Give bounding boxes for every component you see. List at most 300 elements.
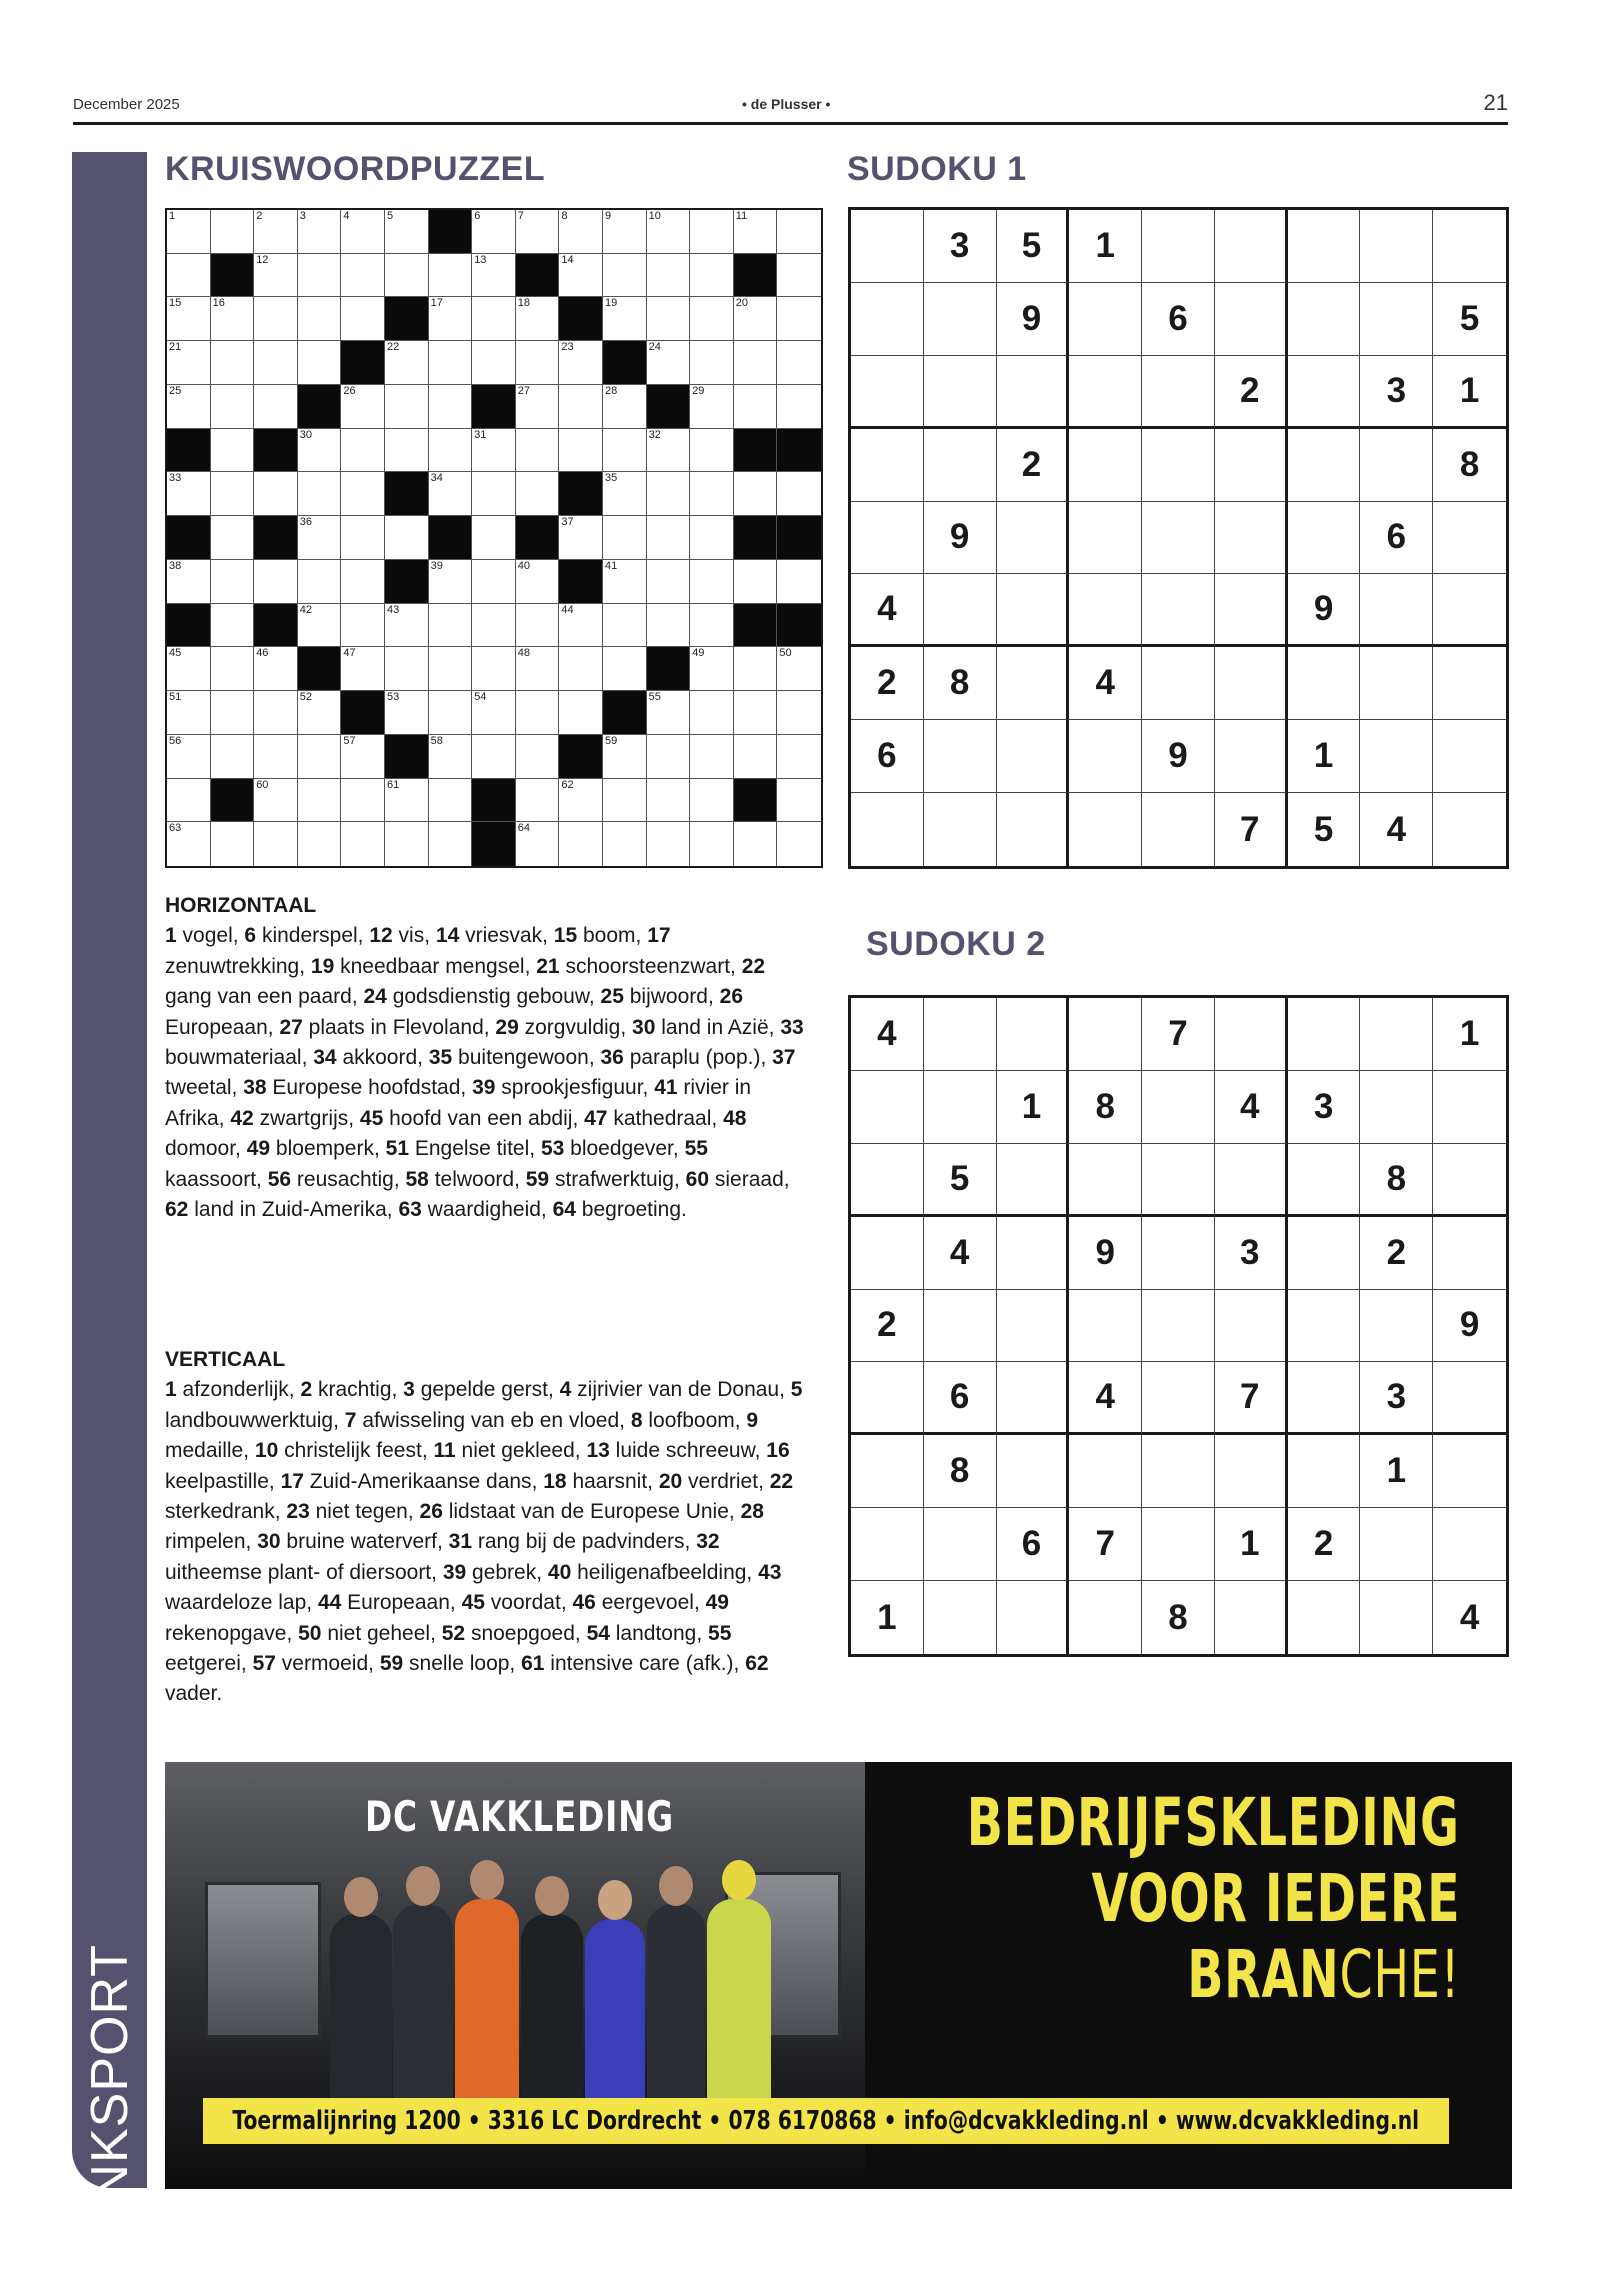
sudoku2-cell[interactable] (1215, 1290, 1288, 1363)
crossword-cell[interactable] (690, 341, 734, 385)
crossword-cell[interactable] (603, 604, 647, 648)
crossword-cell[interactable] (647, 210, 691, 254)
sudoku1-cell[interactable] (1433, 720, 1506, 793)
sudoku1-cell[interactable] (1142, 793, 1215, 866)
sudoku1-cell[interactable] (997, 356, 1070, 429)
crossword-cell[interactable] (603, 735, 647, 779)
sudoku2-cell[interactable] (1142, 1290, 1215, 1363)
sudoku2-cell[interactable] (924, 998, 997, 1071)
crossword-cell[interactable] (647, 735, 691, 779)
crossword-cell[interactable] (298, 210, 342, 254)
sudoku1-cell[interactable] (997, 574, 1070, 647)
crossword-cell[interactable] (734, 560, 778, 604)
sudoku2-cell[interactable] (924, 1508, 997, 1581)
sudoku1-cell[interactable] (1360, 283, 1433, 356)
sudoku1-cell[interactable] (1215, 574, 1288, 647)
crossword-cell[interactable] (341, 735, 385, 779)
crossword-cell[interactable] (429, 822, 473, 866)
crossword-cell[interactable] (429, 385, 473, 429)
crossword-cell[interactable] (516, 472, 560, 516)
sudoku1-cell[interactable] (1142, 574, 1215, 647)
sudoku1-cell[interactable] (1215, 720, 1288, 793)
sudoku2-cell[interactable] (851, 1217, 924, 1290)
sudoku1-cell[interactable] (1142, 429, 1215, 502)
crossword-cell[interactable] (559, 210, 603, 254)
crossword-cell[interactable] (254, 210, 298, 254)
sudoku1-cell[interactable] (997, 647, 1070, 720)
crossword-cell[interactable] (472, 429, 516, 473)
sudoku1-cell[interactable] (1215, 647, 1288, 720)
crossword-cell[interactable] (211, 210, 255, 254)
crossword-cell[interactable] (472, 210, 516, 254)
crossword-cell[interactable] (254, 297, 298, 341)
crossword-cell[interactable] (559, 341, 603, 385)
sudoku2-cell[interactable] (1069, 1144, 1142, 1217)
crossword-cell[interactable] (777, 691, 821, 735)
crossword-cell[interactable] (472, 341, 516, 385)
sudoku1-cell[interactable] (1288, 210, 1361, 283)
sudoku1-cell[interactable] (1360, 574, 1433, 647)
sudoku2-cell[interactable] (997, 998, 1070, 1071)
sudoku2-cell[interactable] (1069, 1435, 1142, 1508)
crossword-cell[interactable] (341, 385, 385, 429)
crossword-cell[interactable] (603, 254, 647, 298)
sudoku2-cell[interactable] (997, 1217, 1070, 1290)
crossword-cell[interactable] (341, 297, 385, 341)
crossword-cell[interactable] (777, 822, 821, 866)
clue-number: 41 (654, 1076, 678, 1100)
advertisement-banner[interactable] (165, 1762, 1512, 2189)
crossword-cell[interactable] (559, 385, 603, 429)
sudoku1-cell[interactable] (851, 429, 924, 502)
crossword-cell[interactable] (690, 822, 734, 866)
crossword-cell[interactable] (516, 822, 560, 866)
crossword-cell[interactable] (603, 297, 647, 341)
crossword-cell[interactable] (254, 822, 298, 866)
crossword-cell[interactable] (429, 779, 473, 823)
crossword-cell[interactable] (385, 385, 429, 429)
crossword-cell[interactable] (603, 385, 647, 429)
crossword-cell[interactable] (734, 297, 778, 341)
crossword-cell[interactable] (603, 210, 647, 254)
sudoku2-cell[interactable] (997, 1581, 1070, 1654)
sudoku2-cell[interactable] (1069, 998, 1142, 1071)
crossword-cell[interactable] (647, 516, 691, 560)
sudoku1-cell[interactable] (1288, 356, 1361, 429)
crossword-cell[interactable] (777, 735, 821, 779)
crossword-cell[interactable] (690, 297, 734, 341)
sudoku1-cell[interactable] (851, 793, 924, 866)
crossword-cell[interactable] (254, 385, 298, 429)
crossword-cell[interactable] (298, 779, 342, 823)
crossword-cell[interactable] (167, 254, 211, 298)
crossword-cell[interactable] (647, 341, 691, 385)
crossword-cell[interactable] (429, 647, 473, 691)
crossword-cell[interactable] (341, 429, 385, 473)
sudoku2-cell[interactable] (1215, 1581, 1288, 1654)
crossword-cell[interactable] (559, 429, 603, 473)
sudoku1-cell[interactable] (1069, 574, 1142, 647)
sudoku2-cell[interactable] (1433, 1144, 1506, 1217)
crossword-cell[interactable] (603, 822, 647, 866)
sudoku2-cell[interactable] (1142, 1508, 1215, 1581)
sudoku1-cell[interactable] (997, 793, 1070, 866)
crossword-cell[interactable] (516, 297, 560, 341)
sudoku2-cell[interactable] (1142, 1362, 1215, 1435)
crossword-cell[interactable] (777, 210, 821, 254)
crossword-cell[interactable] (429, 560, 473, 604)
sudoku2-cell[interactable] (1360, 1290, 1433, 1363)
sudoku2-cell[interactable] (1288, 1435, 1361, 1508)
sudoku1-cell[interactable] (1142, 356, 1215, 429)
sudoku2-cell[interactable] (924, 1071, 997, 1144)
sudoku1-cell[interactable] (924, 356, 997, 429)
sudoku2-cell[interactable] (851, 1508, 924, 1581)
crossword-cell[interactable] (734, 647, 778, 691)
sudoku2-cell[interactable] (924, 1290, 997, 1363)
crossword-cell[interactable] (647, 297, 691, 341)
crossword-cell[interactable] (472, 516, 516, 560)
crossword-cell[interactable] (516, 341, 560, 385)
crossword-cell[interactable] (298, 472, 342, 516)
crossword-cell[interactable] (690, 254, 734, 298)
sudoku2-cell[interactable] (851, 1071, 924, 1144)
crossword-cell[interactable] (385, 429, 429, 473)
crossword-cell[interactable] (734, 822, 778, 866)
crossword-cell[interactable] (777, 779, 821, 823)
sudoku2-cell[interactable] (997, 1362, 1070, 1435)
crossword-cell[interactable] (472, 254, 516, 298)
crossword-cell[interactable] (690, 735, 734, 779)
crossword-cell[interactable] (690, 560, 734, 604)
crossword-cell[interactable] (341, 647, 385, 691)
crossword-cell[interactable] (211, 297, 255, 341)
crossword-cell[interactable] (298, 254, 342, 298)
crossword-cell[interactable] (385, 341, 429, 385)
crossword-cell[interactable] (211, 516, 255, 560)
crossword-cell[interactable] (341, 560, 385, 604)
crossword-cell[interactable] (690, 691, 734, 735)
crossword-cell[interactable] (167, 779, 211, 823)
crossword-cell[interactable] (167, 472, 211, 516)
crossword-cell[interactable] (559, 647, 603, 691)
sudoku2-cell[interactable] (1288, 1362, 1361, 1435)
sudoku1-cell[interactable] (1215, 502, 1288, 575)
sudoku2-cell[interactable] (1288, 1581, 1361, 1654)
crossword-cell[interactable] (298, 341, 342, 385)
crossword-cell[interactable] (341, 254, 385, 298)
sudoku2-cell[interactable] (1215, 1144, 1288, 1217)
crossword-cell[interactable] (211, 822, 255, 866)
crossword-cell[interactable] (429, 735, 473, 779)
crossword-cell[interactable] (734, 472, 778, 516)
crossword-cell[interactable] (647, 822, 691, 866)
clue-number: 39 (472, 1076, 496, 1100)
sudoku2-cell[interactable] (1360, 1508, 1433, 1581)
crossword-cell[interactable] (472, 297, 516, 341)
sudoku2-cell[interactable] (1433, 1217, 1506, 1290)
crossword-cell[interactable] (167, 647, 211, 691)
crossword-cell[interactable] (211, 647, 255, 691)
sudoku1-cell[interactable] (1433, 210, 1506, 283)
sudoku1-cell[interactable] (851, 283, 924, 356)
sudoku1-cell[interactable] (1215, 283, 1288, 356)
sudoku2-cell[interactable] (1288, 998, 1361, 1071)
crossword-cell[interactable] (167, 210, 211, 254)
crossword-cell[interactable] (341, 210, 385, 254)
sudoku2-cell[interactable] (1069, 1581, 1142, 1654)
crossword-cell[interactable] (690, 472, 734, 516)
crossword-cell[interactable] (516, 385, 560, 429)
crossword-cell[interactable] (298, 735, 342, 779)
crossword-cell[interactable] (516, 604, 560, 648)
crossword-cell[interactable] (167, 297, 211, 341)
sudoku2-cell[interactable] (1069, 1290, 1142, 1363)
crossword-cell[interactable] (734, 210, 778, 254)
crossword-cell[interactable] (516, 779, 560, 823)
sudoku2-cell[interactable] (1433, 1362, 1506, 1435)
crossword-cell[interactable] (472, 560, 516, 604)
crossword-cell[interactable] (429, 472, 473, 516)
sudoku1-cell[interactable] (1069, 429, 1142, 502)
crossword-cell[interactable] (341, 472, 385, 516)
crossword-cell[interactable] (211, 691, 255, 735)
crossword-cell[interactable] (429, 297, 473, 341)
crossword-cell[interactable] (472, 647, 516, 691)
sudoku1-cell[interactable] (1288, 502, 1361, 575)
crossword-cell[interactable] (385, 691, 429, 735)
crossword-cell[interactable] (559, 254, 603, 298)
sudoku2-cell[interactable] (1142, 1071, 1215, 1144)
crossword-cell[interactable] (472, 691, 516, 735)
crossword-cell[interactable] (167, 560, 211, 604)
crossword-cell[interactable] (734, 385, 778, 429)
sudoku2-cell[interactable] (997, 1144, 1070, 1217)
crossword-cell[interactable] (341, 516, 385, 560)
crossword-cell[interactable] (690, 210, 734, 254)
crossword-cell[interactable] (559, 691, 603, 735)
crossword-cell[interactable] (690, 429, 734, 473)
crossword-cell[interactable] (167, 341, 211, 385)
crossword-cell[interactable] (167, 385, 211, 429)
crossword-cell[interactable] (167, 822, 211, 866)
crossword-cell[interactable] (472, 735, 516, 779)
crossword-cell[interactable] (516, 735, 560, 779)
crossword-cell[interactable] (777, 341, 821, 385)
sudoku1-cell[interactable] (924, 793, 997, 866)
crossword-cell[interactable] (647, 691, 691, 735)
sudoku1-cell[interactable] (1069, 502, 1142, 575)
sudoku2-cell[interactable] (851, 1435, 924, 1508)
crossword-cell[interactable] (254, 691, 298, 735)
sudoku1-cell[interactable] (1288, 283, 1361, 356)
sudoku2-cell[interactable] (1142, 1435, 1215, 1508)
crossword-cell[interactable] (298, 822, 342, 866)
crossword-cell[interactable] (690, 604, 734, 648)
crossword-cell[interactable] (647, 429, 691, 473)
crossword-cell[interactable] (647, 560, 691, 604)
crossword-cell[interactable] (516, 560, 560, 604)
crossword-cell[interactable] (254, 254, 298, 298)
crossword-cell[interactable] (734, 691, 778, 735)
sudoku1-cell[interactable] (1433, 647, 1506, 720)
crossword-cell[interactable] (385, 516, 429, 560)
crossword-cell[interactable] (385, 779, 429, 823)
sudoku1-cell[interactable] (1069, 793, 1142, 866)
crossword-cell[interactable] (777, 385, 821, 429)
crossword-cell[interactable] (298, 297, 342, 341)
sudoku1-cell[interactable] (924, 429, 997, 502)
crossword-cell[interactable] (603, 560, 647, 604)
crossword-cell[interactable] (167, 735, 211, 779)
sudoku2-cell[interactable] (1433, 1071, 1506, 1144)
sudoku1-cell[interactable] (924, 720, 997, 793)
crossword-cell[interactable] (734, 341, 778, 385)
crossword-cell[interactable] (690, 385, 734, 429)
crossword-cell[interactable] (254, 472, 298, 516)
crossword-cell[interactable] (211, 429, 255, 473)
sudoku2-cell[interactable] (1433, 1508, 1506, 1581)
crossword-cell[interactable] (559, 822, 603, 866)
sudoku1-cell[interactable] (1069, 720, 1142, 793)
sudoku2-cell[interactable] (997, 1290, 1070, 1363)
sudoku1-cell[interactable] (851, 502, 924, 575)
crossword-cell[interactable] (385, 210, 429, 254)
crossword-cell[interactable] (429, 691, 473, 735)
ad-contact-text[interactable]: Toermalijnring 1200 • 3316 LC Dordrecht • 078 6170868 • info@dcvakkleding.nl • www.dcvakkleding.nl (232, 2106, 1420, 2136)
crossword-cell[interactable] (603, 429, 647, 473)
crossword-cell[interactable] (647, 604, 691, 648)
sudoku1-cell[interactable] (1142, 647, 1215, 720)
crossword-cell[interactable] (516, 210, 560, 254)
crossword-cell[interactable] (516, 691, 560, 735)
sudoku2-cell[interactable] (1215, 998, 1288, 1071)
crossword-cell[interactable] (341, 822, 385, 866)
crossword-cell[interactable] (298, 429, 342, 473)
sudoku2-cell[interactable] (924, 1581, 997, 1654)
sudoku1-cell[interactable] (1069, 283, 1142, 356)
crossword-cell[interactable] (254, 647, 298, 691)
sudoku2-cell[interactable] (997, 1435, 1070, 1508)
crossword-cell[interactable] (603, 516, 647, 560)
crossword-cell[interactable] (211, 385, 255, 429)
crossword-cell[interactable] (298, 516, 342, 560)
crossword-cell[interactable] (690, 516, 734, 560)
crossword-cell[interactable] (211, 604, 255, 648)
crossword-cell[interactable] (429, 254, 473, 298)
crossword-cell[interactable] (211, 472, 255, 516)
crossword-cell[interactable] (298, 560, 342, 604)
sudoku2-cell[interactable] (1360, 998, 1433, 1071)
sudoku2-cell[interactable] (1360, 1581, 1433, 1654)
sudoku2-cell[interactable] (1360, 1071, 1433, 1144)
sudoku2-cell[interactable] (1142, 1144, 1215, 1217)
crossword-cell[interactable] (559, 516, 603, 560)
crossword-cell[interactable] (777, 560, 821, 604)
sudoku1-cell[interactable] (997, 502, 1070, 575)
crossword-cell[interactable] (429, 341, 473, 385)
crossword-cell[interactable] (429, 429, 473, 473)
crossword-cell[interactable] (472, 604, 516, 648)
crossword-cell[interactable] (690, 779, 734, 823)
crossword-cell[interactable] (298, 691, 342, 735)
sudoku1-cell[interactable] (1360, 429, 1433, 502)
crossword-cell[interactable] (647, 254, 691, 298)
crossword-cell[interactable] (516, 647, 560, 691)
crossword-cell[interactable] (603, 647, 647, 691)
crossword-cell[interactable] (211, 735, 255, 779)
crossword-cell[interactable] (734, 735, 778, 779)
sudoku1-cell[interactable] (851, 210, 924, 283)
sudoku1-cell[interactable] (1069, 356, 1142, 429)
crossword-cell[interactable] (777, 254, 821, 298)
sudoku2-cell[interactable] (1288, 1144, 1361, 1217)
crossword-cell[interactable] (690, 647, 734, 691)
sudoku1-cell[interactable] (1360, 647, 1433, 720)
sudoku1-cell[interactable] (1142, 502, 1215, 575)
crossword-cell[interactable] (777, 647, 821, 691)
crossword-cell[interactable] (254, 735, 298, 779)
crossword-cell[interactable] (777, 472, 821, 516)
sudoku1-cell[interactable] (1288, 429, 1361, 502)
crossword-cell[interactable] (603, 779, 647, 823)
crossword-cell[interactable] (341, 604, 385, 648)
crossword-cell[interactable] (472, 472, 516, 516)
crossword-cell[interactable] (298, 604, 342, 648)
crossword-cell[interactable] (341, 779, 385, 823)
crossword-cell[interactable] (254, 560, 298, 604)
sudoku2-cell[interactable] (1433, 1435, 1506, 1508)
sudoku2-cell[interactable] (1142, 1217, 1215, 1290)
sudoku2-cell[interactable] (1215, 1435, 1288, 1508)
sudoku1-cell[interactable] (1433, 574, 1506, 647)
crossword-cell[interactable] (429, 604, 473, 648)
sudoku1-cell[interactable] (924, 283, 997, 356)
sudoku1-cell[interactable] (851, 356, 924, 429)
crossword-cell[interactable] (385, 604, 429, 648)
sudoku1-cell[interactable] (1433, 502, 1506, 575)
crossword-cell[interactable] (559, 779, 603, 823)
crossword-cell[interactable] (254, 779, 298, 823)
crossword-cell[interactable] (647, 779, 691, 823)
crossword-cell[interactable] (777, 297, 821, 341)
sudoku1-cell[interactable] (1288, 647, 1361, 720)
sudoku1-cell[interactable] (1142, 210, 1215, 283)
crossword-cell[interactable] (647, 472, 691, 516)
sudoku1-cell[interactable] (997, 720, 1070, 793)
sudoku2-cell[interactable] (1288, 1217, 1361, 1290)
crossword-cell[interactable] (385, 822, 429, 866)
sudoku2-cell[interactable] (851, 1144, 924, 1217)
crossword-cell[interactable] (385, 647, 429, 691)
sudoku1-cell[interactable] (1215, 429, 1288, 502)
sudoku1-cell[interactable] (1433, 793, 1506, 866)
sudoku1-cell[interactable] (1360, 210, 1433, 283)
sudoku1-cell[interactable] (1215, 210, 1288, 283)
crossword-cell[interactable] (559, 604, 603, 648)
crossword-cell[interactable] (211, 341, 255, 385)
crossword-cell[interactable] (254, 341, 298, 385)
sudoku1-cell[interactable] (924, 574, 997, 647)
crossword-cell[interactable] (385, 254, 429, 298)
sudoku1-cell[interactable] (1360, 720, 1433, 793)
sudoku2-cell[interactable] (851, 1362, 924, 1435)
crossword-cell[interactable] (603, 472, 647, 516)
crossword-cell[interactable] (167, 691, 211, 735)
crossword-cell[interactable] (516, 429, 560, 473)
crossword-cell[interactable] (211, 560, 255, 604)
sudoku2-cell[interactable] (1288, 1290, 1361, 1363)
